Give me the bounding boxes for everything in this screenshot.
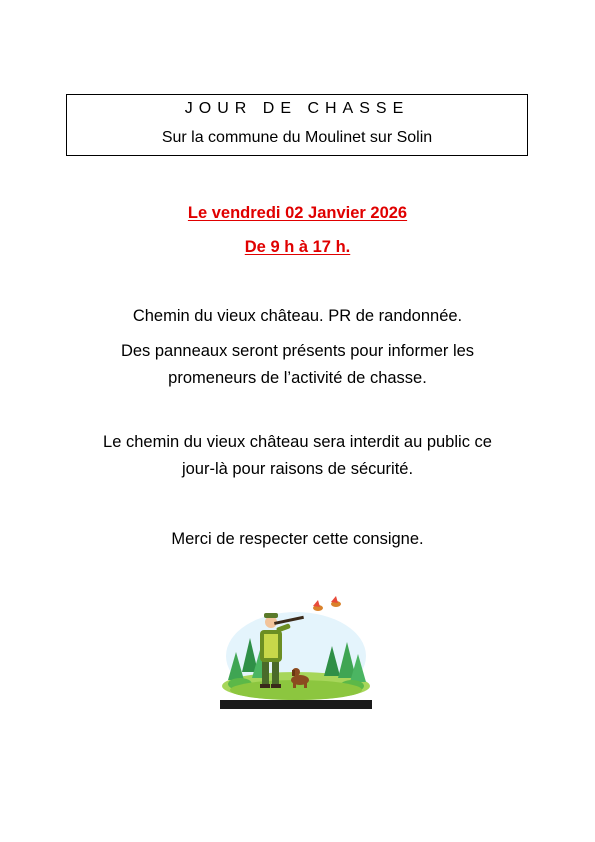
hunter-with-dog-icon bbox=[220, 594, 372, 709]
title-box bbox=[66, 94, 528, 156]
body-line-1: Chemin du vieux château. PR de randonnée. bbox=[132, 307, 463, 325]
body-line-6: Merci de respecter cette consigne. bbox=[171, 530, 424, 548]
body-line-3: promeneurs de l’activité de chasse. bbox=[168, 369, 427, 387]
body-line-2: Des panneaux seront présents pour informer les bbox=[120, 342, 475, 360]
page-subtitle: Sur la commune du Moulinet sur Solin bbox=[161, 129, 433, 146]
event-date: Le vendredi 02 Janvier 2026 bbox=[187, 204, 408, 222]
body-line-5: jour-là pour raisons de sécurité. bbox=[181, 460, 414, 478]
event-hours: De 9 h à 17 h. bbox=[244, 238, 351, 256]
page-title: JOUR DE CHASSE bbox=[184, 100, 410, 117]
body-line-4: Le chemin du vieux château sera interdit au public ce bbox=[103, 433, 492, 451]
